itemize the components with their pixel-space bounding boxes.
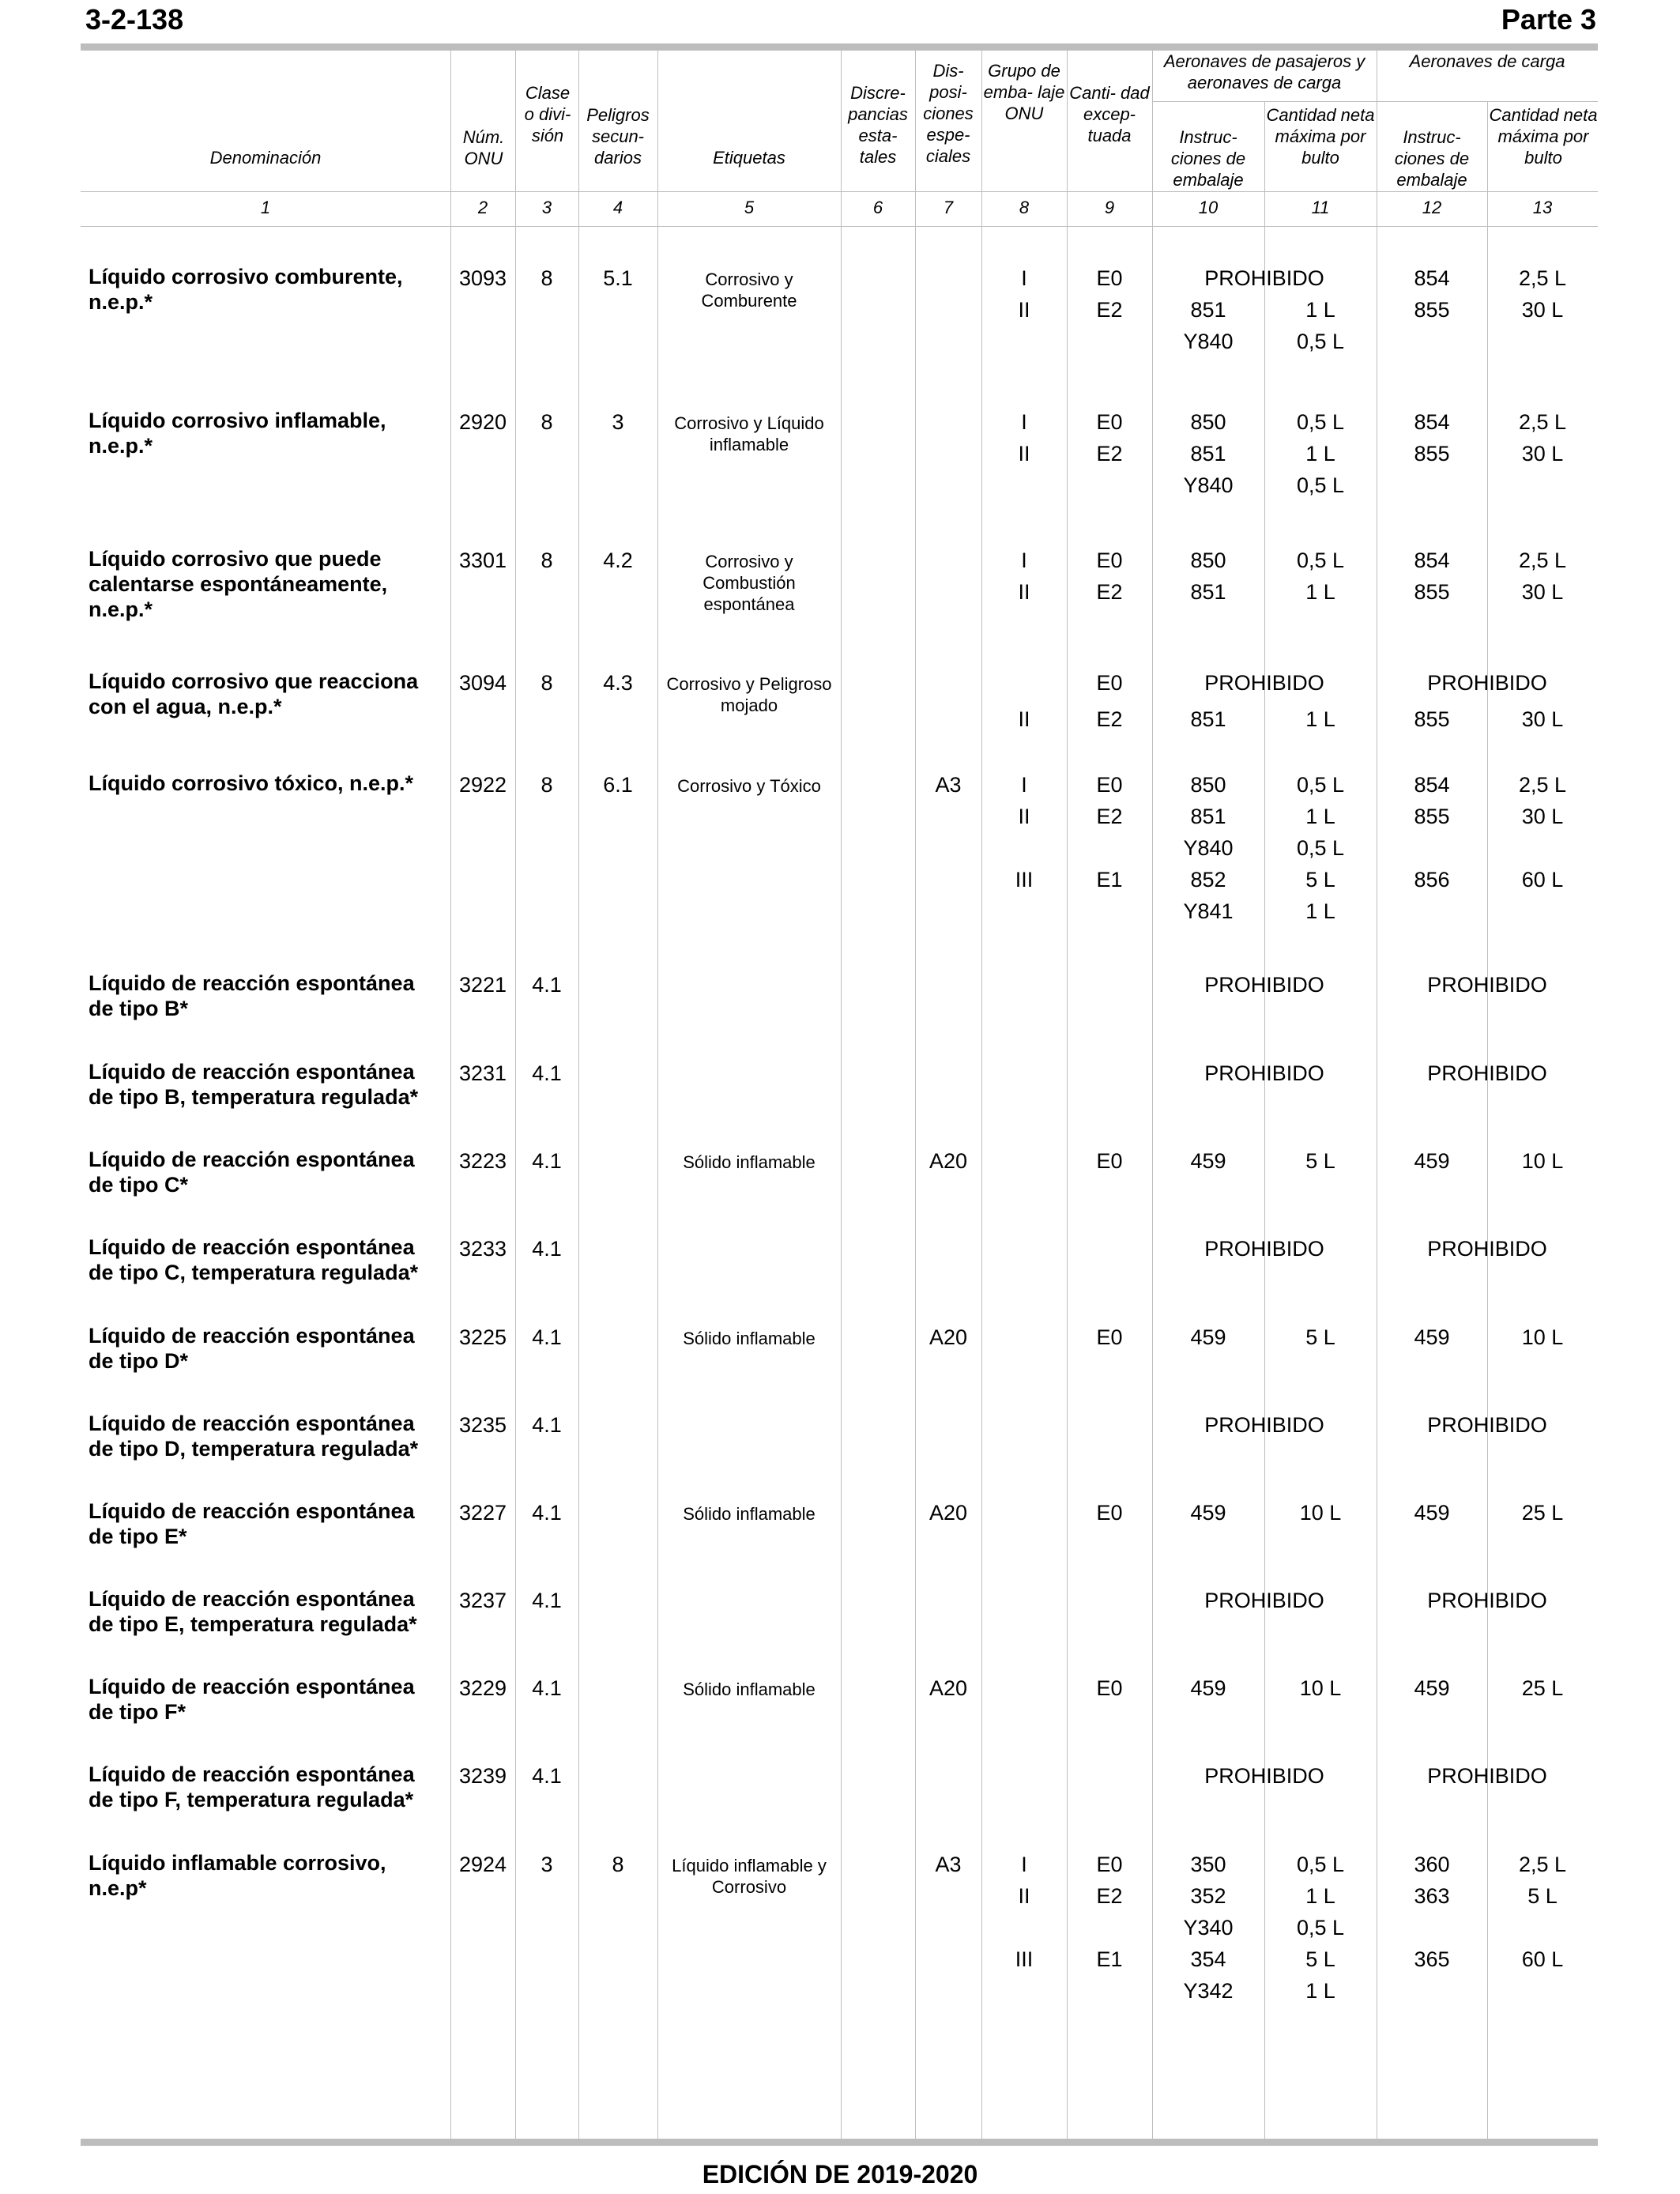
cell-cls: 8 [541, 773, 553, 797]
cell-cls: 8 [541, 266, 553, 290]
header-passenger-cargo: Aeronaves de pasajeros y aeronaves de carga [1163, 51, 1365, 92]
cell-p-pi: 852 [1190, 868, 1226, 892]
cell-pg: II [1018, 707, 1030, 731]
cell-c-pi: 854 [1414, 773, 1450, 797]
cell-sub: 4.3 [603, 671, 633, 695]
cell-p-q: 5 L [1305, 1325, 1335, 1349]
cell-eq: E0 [1096, 1149, 1123, 1173]
cell-p-pi: 851 [1190, 580, 1226, 604]
cell-p-q: 0,5 L [1296, 330, 1345, 353]
cell-un: 3225 [458, 1325, 507, 1349]
cell-p-pi: 459 [1190, 1676, 1226, 1700]
cell-cls: 4.1 [532, 1325, 562, 1349]
cell-un: 3237 [458, 1589, 507, 1612]
cell-sp: A3 [935, 1853, 962, 1876]
cell-un: 2924 [458, 1853, 507, 1876]
cell-un: 3221 [458, 973, 507, 997]
cell-c-pi: 855 [1414, 442, 1450, 466]
cell-p-pi: Y840 [1183, 836, 1234, 860]
cell-cls: 8 [541, 410, 553, 434]
bottom-rule [81, 2139, 1598, 2146]
cell-cls: 4.1 [532, 1764, 562, 1788]
cell-p-pi: Y841 [1183, 899, 1234, 923]
cell-p-pi: 851 [1190, 707, 1226, 731]
cell-eq: E0 [1096, 671, 1123, 695]
entry-name: Líquido de reacción espontánea de tipo E, temperatura regulada* [89, 1587, 417, 1636]
cell-sub: 3 [612, 410, 624, 434]
cell-p-q: 5 L [1305, 868, 1335, 892]
entry-labels: Corrosivo y Peligroso mojado [666, 674, 832, 715]
cell-p-pi: 459 [1190, 1501, 1226, 1525]
cell-p-pi: Y840 [1183, 330, 1234, 353]
column-number: 7 [943, 198, 954, 217]
entry-name: Líquido de reacción espontánea de tipo F* [89, 1675, 415, 1724]
entry-labels: Líquido inflamable y Corrosivo [672, 1856, 827, 1897]
cell-c-pi: 854 [1414, 266, 1450, 290]
cell-c-q: 30 L [1521, 707, 1564, 731]
cell-c-q: 30 L [1521, 805, 1564, 828]
cell-un: 3301 [458, 548, 507, 572]
cell-cls: 3 [541, 1853, 553, 1876]
cell-sp: A20 [929, 1325, 968, 1349]
cell-c-pi: 854 [1414, 410, 1450, 434]
cell-p-q: 0,5 L [1296, 1916, 1345, 1940]
cell-cargo: PROHIBIDO [1427, 1589, 1547, 1612]
cell-un: 3233 [458, 1237, 507, 1261]
column-number: 11 [1311, 198, 1330, 217]
cell-cls: 4.1 [532, 1061, 562, 1085]
column-number: 3 [541, 198, 552, 217]
cell-eq: E0 [1096, 1853, 1123, 1876]
page-number: 3-2-138 [85, 3, 184, 36]
cell-p-q: 10 L [1299, 1676, 1342, 1700]
cell-c-q: 60 L [1521, 868, 1564, 892]
part-label: Parte 3 [1501, 3, 1596, 36]
cell-cls: 8 [541, 671, 553, 695]
cell-c-q: 30 L [1521, 298, 1564, 322]
header-cargo-max-qty: Cantidad neta máxima por bulto [1489, 105, 1598, 168]
header-cargo-packing-instr: Instruc- ciones de embalaje [1394, 127, 1470, 190]
cell-un: 3227 [458, 1501, 507, 1525]
cell-pax: PROHIBIDO [1204, 1061, 1324, 1085]
cell-pg: I [1021, 266, 1027, 290]
cell-un: 3229 [458, 1676, 507, 1700]
cell-pg: II [1018, 580, 1030, 604]
column-number: 1 [260, 198, 271, 217]
cell-eq: E2 [1096, 1884, 1123, 1908]
entry-name: Líquido de reacción espontánea de tipo C* [89, 1148, 415, 1197]
cell-c-q: 2,5 L [1518, 1853, 1567, 1876]
cell-pax: PROHIBIDO [1204, 1764, 1324, 1788]
cell-cargo: PROHIBIDO [1427, 973, 1547, 997]
cell-eq: E2 [1096, 442, 1123, 466]
cell-pg: II [1018, 298, 1030, 322]
cell-eq: E1 [1096, 1947, 1123, 1971]
cell-pg: II [1018, 442, 1030, 466]
cell-p-q: 1 L [1305, 442, 1335, 466]
cell-p-pi: 850 [1190, 410, 1226, 434]
entry-labels: Corrosivo y Tóxico [677, 776, 821, 796]
column-number: 2 [477, 198, 488, 217]
header-cargo-only: Aeronaves de carga [1409, 51, 1565, 71]
cell-p-pi: Y342 [1183, 1979, 1234, 2003]
cell-c-q: 10 L [1521, 1149, 1564, 1173]
cell-c-pi: 363 [1414, 1884, 1450, 1908]
header-packing-group: Grupo de emba- laje ONU [983, 61, 1065, 123]
cell-sub: 4.2 [603, 548, 633, 572]
cell-un: 3239 [458, 1764, 507, 1788]
entry-name: Líquido corrosivo que reacciona con el agua, n.e.p.* [89, 669, 419, 718]
cell-eq: E0 [1096, 773, 1123, 797]
header-denominacion: Denominación [209, 148, 322, 168]
entry-name: Líquido de reacción espontánea de tipo E* [89, 1499, 415, 1548]
cell-p-q: 5 L [1305, 1149, 1335, 1173]
cell-c-pi: 360 [1414, 1853, 1450, 1876]
cell-un: 3235 [458, 1413, 507, 1437]
column-number: 6 [872, 198, 883, 217]
column-number: 10 [1198, 198, 1219, 217]
entry-labels: Sólido inflamable [683, 1679, 816, 1699]
cell-p-pi: 352 [1190, 1884, 1226, 1908]
entry-name: Líquido de reacción espontánea de tipo B* [89, 971, 415, 1020]
cell-c-q: 2,5 L [1518, 548, 1567, 572]
column-number: 5 [744, 198, 755, 217]
cell-p-pi: 354 [1190, 1947, 1226, 1971]
cell-pax: PROHIBIDO [1204, 266, 1324, 290]
cell-p-pi: 350 [1190, 1853, 1226, 1876]
cell-p-pi: 851 [1190, 805, 1226, 828]
header-special-provisions: Dis- posi- ciones espe- ciales [923, 61, 974, 166]
cell-c-pi: 855 [1414, 298, 1450, 322]
cell-pg: II [1018, 1884, 1030, 1908]
cell-c-pi: 855 [1414, 707, 1450, 731]
cell-sub: 5.1 [603, 266, 633, 290]
cell-c-q: 25 L [1521, 1501, 1564, 1525]
entry-name: Líquido corrosivo inflamable, n.e.p.* [89, 409, 386, 458]
entry-labels: Sólido inflamable [683, 1504, 816, 1524]
cell-pg: II [1018, 805, 1030, 828]
cell-cls: 4.1 [532, 1501, 562, 1525]
cell-p-q: 1 L [1305, 707, 1335, 731]
cell-p-pi: 459 [1190, 1325, 1226, 1349]
cell-un: 3094 [458, 671, 507, 695]
cell-sp: A20 [929, 1149, 968, 1173]
column-number: 9 [1104, 198, 1115, 217]
entry-labels: Sólido inflamable [683, 1152, 816, 1172]
cell-p-pi: Y840 [1183, 473, 1234, 497]
column-number: 13 [1532, 198, 1553, 217]
cell-pg: III [1015, 868, 1034, 892]
cell-un: 3093 [458, 266, 507, 290]
cell-p-q: 0,5 L [1296, 836, 1345, 860]
cell-p-pi: 850 [1190, 773, 1226, 797]
cell-p-q: 0,5 L [1296, 1853, 1345, 1876]
entry-labels: Sólido inflamable [683, 1329, 816, 1348]
cell-p-q: 5 L [1305, 1947, 1335, 1971]
entry-name: Líquido de reacción espontánea de tipo D, temperatura regulada* [89, 1412, 419, 1461]
cell-c-pi: 855 [1414, 805, 1450, 828]
cell-c-pi: 855 [1414, 580, 1450, 604]
header-state-variations: Discre- pancias esta- tales [848, 83, 908, 167]
entry-labels: Corrosivo y Líquido inflamable [674, 413, 824, 454]
cell-cargo: PROHIBIDO [1427, 1061, 1547, 1085]
cell-p-q: 10 L [1299, 1501, 1342, 1525]
header-excepted-quantity: Canti- dad excep- tuada [1069, 83, 1150, 145]
cell-sp: A3 [935, 773, 962, 797]
cell-p-pi: 851 [1190, 298, 1226, 322]
cell-c-q: 10 L [1521, 1325, 1564, 1349]
cell-p-pi: Y340 [1183, 1916, 1234, 1940]
cell-sp: A20 [929, 1676, 968, 1700]
cell-un: 3223 [458, 1149, 507, 1173]
cell-p-q: 1 L [1305, 805, 1335, 828]
cell-pg: I [1021, 548, 1027, 572]
cell-c-pi: 459 [1414, 1501, 1450, 1525]
cell-c-pi: 856 [1414, 868, 1450, 892]
cell-cls: 4.1 [532, 1413, 562, 1437]
cell-eq: E0 [1096, 1325, 1123, 1349]
entry-labels: Corrosivo y Combustión espontánea [703, 552, 796, 614]
cell-eq: E0 [1096, 548, 1123, 572]
cell-eq: E2 [1096, 805, 1123, 828]
header-labels: Etiquetas [713, 148, 785, 168]
cell-c-pi: 459 [1414, 1676, 1450, 1700]
edition-footer: EDICIÓN DE 2019-2020 [702, 2160, 978, 2188]
cell-c-q: 2,5 L [1518, 410, 1567, 434]
cell-sp: A20 [929, 1501, 968, 1525]
cell-pg: I [1021, 1853, 1027, 1876]
entry-name: Líquido inflamable corrosivo, n.e.p* [89, 1851, 386, 1900]
cell-p-pi: 851 [1190, 442, 1226, 466]
cell-p-q: 0,5 L [1296, 548, 1345, 572]
entry-name: Líquido de reacción espontánea de tipo D* [89, 1324, 415, 1373]
cell-sub: 6.1 [603, 773, 633, 797]
cell-c-pi: 854 [1414, 548, 1450, 572]
header-pax-max-qty: Cantidad neta máxima por bulto [1266, 105, 1375, 168]
cell-un: 3231 [458, 1061, 507, 1085]
cell-p-q: 1 L [1305, 298, 1335, 322]
cell-c-q: 5 L [1527, 1884, 1558, 1908]
header-un-number: Núm. ONU [462, 127, 505, 168]
cell-cls: 8 [541, 548, 553, 572]
cell-pg: III [1015, 1947, 1034, 1971]
cell-c-q: 2,5 L [1518, 773, 1567, 797]
header-class: Clase o divi- sión [524, 83, 571, 145]
cell-eq: E2 [1096, 580, 1123, 604]
cell-c-q: 30 L [1521, 580, 1564, 604]
cell-pax: PROHIBIDO [1204, 671, 1324, 695]
cell-eq: E2 [1096, 298, 1123, 322]
cell-eq: E1 [1096, 868, 1123, 892]
cell-p-q: 0,5 L [1296, 773, 1345, 797]
header-subsidiary-risks: Peligros secun- darios [586, 105, 650, 168]
cell-p-pi: 850 [1190, 548, 1226, 572]
cell-un: 2922 [458, 773, 507, 797]
entry-name: Líquido de reacción espontánea de tipo F, temperatura regulada* [89, 1762, 415, 1811]
cell-c-q: 25 L [1521, 1676, 1564, 1700]
cell-pg: I [1021, 773, 1027, 797]
cell-p-q: 0,5 L [1296, 473, 1345, 497]
cell-c-pi: 459 [1414, 1149, 1450, 1173]
cell-c-pi: 365 [1414, 1947, 1450, 1971]
entry-name: Líquido de reacción espontánea de tipo C, temperatura regulada* [89, 1235, 419, 1284]
entry-labels: Corrosivo y Comburente [701, 270, 797, 311]
cell-eq: E0 [1096, 1676, 1123, 1700]
cell-c-q: 30 L [1521, 442, 1564, 466]
cell-p-q: 1 L [1305, 1884, 1335, 1908]
entry-name: Líquido corrosivo comburente, n.e.p.* [89, 265, 403, 314]
cell-c-q: 60 L [1521, 1947, 1564, 1971]
cell-cls: 4.1 [532, 973, 562, 997]
cell-un: 2920 [458, 410, 507, 434]
cell-cargo: PROHIBIDO [1427, 1237, 1547, 1261]
cell-p-q: 1 L [1305, 899, 1335, 923]
cell-eq: E0 [1096, 266, 1123, 290]
cell-eq: E0 [1096, 410, 1123, 434]
cell-p-pi: 459 [1190, 1149, 1226, 1173]
cell-p-q: 1 L [1305, 580, 1335, 604]
cell-cargo: PROHIBIDO [1427, 1764, 1547, 1788]
column-number: 12 [1422, 198, 1442, 217]
cell-eq: E2 [1096, 707, 1123, 731]
cell-cargo: PROHIBIDO [1427, 1413, 1547, 1437]
cell-pax: PROHIBIDO [1204, 1589, 1324, 1612]
cell-sub: 8 [612, 1853, 624, 1876]
entry-name: Líquido corrosivo que puede calentarse espontáneamente, n.e.p.* [89, 547, 388, 621]
cell-p-q: 1 L [1305, 1979, 1335, 2003]
cell-cls: 4.1 [532, 1589, 562, 1612]
cell-c-pi: 459 [1414, 1325, 1450, 1349]
column-number: 4 [612, 198, 623, 217]
entry-name: Líquido de reacción espontánea de tipo B, temperatura regulada* [89, 1060, 419, 1109]
header-pax-packing-instr: Instruc- ciones de embalaje [1170, 127, 1246, 190]
cell-c-q: 2,5 L [1518, 266, 1567, 290]
cell-cls: 4.1 [532, 1676, 562, 1700]
cell-eq: E0 [1096, 1501, 1123, 1525]
column-number: 8 [1019, 198, 1030, 217]
cell-p-q: 0,5 L [1296, 410, 1345, 434]
cell-pax: PROHIBIDO [1204, 1237, 1324, 1261]
entry-name: Líquido corrosivo tóxico, n.e.p.* [89, 771, 414, 795]
cell-cls: 4.1 [532, 1237, 562, 1261]
cell-pax: PROHIBIDO [1204, 973, 1324, 997]
cell-pax: PROHIBIDO [1204, 1413, 1324, 1437]
cell-cargo: PROHIBIDO [1427, 671, 1547, 695]
cell-pg: I [1021, 410, 1027, 434]
cell-cls: 4.1 [532, 1149, 562, 1173]
